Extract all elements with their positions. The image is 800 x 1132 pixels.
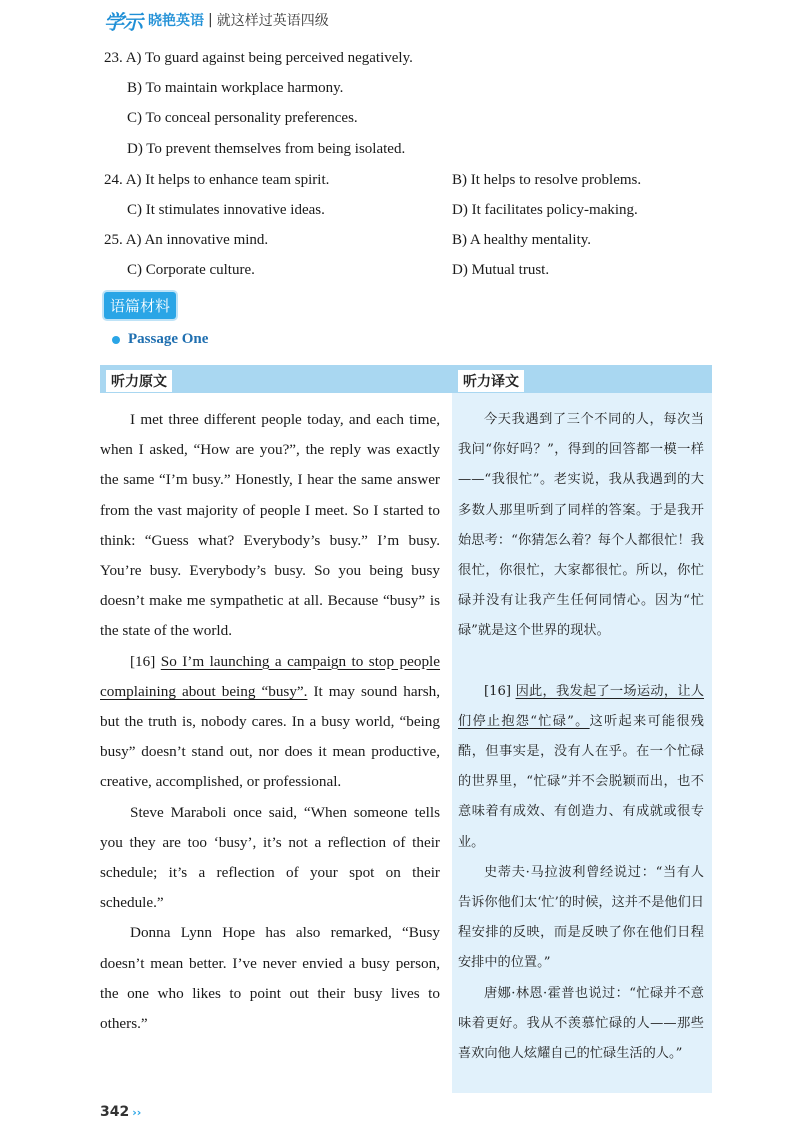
question-25-option-d: D) Mutual trust.	[452, 262, 550, 278]
question-25-option-a	[104, 230, 268, 250]
double-chevron-icon: ››	[132, 1106, 142, 1119]
english-paragraph-1: I met three different people today, and each time, when I asked, “How are you?”, the reply was exactly the same “I’m busy.” Honestly, I hear the same answer from the vast majority of people I meet. So I started to think: “Guess what? Everybody’s busy.” I’m busy. You’re busy. Everybody’s busy. So you being busy doesn’t make me sympathetic at all. Because “busy” is the state of the world.	[100, 411, 440, 640]
question-23-option-c: C) To conceal personality preferences.	[127, 110, 358, 126]
underlined-answer-sentence: So I’m launching a campaign to stop people complaining about being “busy”.	[100, 652, 441, 700]
header-separator: |	[208, 12, 213, 28]
english-paragraph-2	[100, 647, 440, 798]
question-24-option-a	[104, 170, 329, 190]
question-marker: [16]	[130, 652, 156, 670]
paragraph-text: 这听起来可能很残酷，但事实是，没有人在乎。在一个忙碌的世界里，“忙碌”并不会脱颖而出，也不意味着有成效、有创造力、有成就或很专业。	[458, 713, 704, 850]
left-column-header: 听力原文	[106, 370, 172, 392]
question-number: 25.	[104, 232, 123, 248]
question-24-option-d: D) It facilitates policy-making.	[452, 202, 638, 218]
chinese-paragraph-3: 史蒂夫·马拉波利曾经说过：“当有人告诉你他们太‘忙’的时候，这并不是他们日程安排的反映，而是反映了你在他们日程安排中的位置。”	[458, 864, 704, 971]
question-23-option-d: D) To prevent themselves from being isolated.	[127, 141, 406, 157]
book-title: 就这样过英语四级	[216, 13, 329, 29]
paragraph-text: It may sound harsh, but the truth is, nobody cares. In a busy world, “being busy” doesn’t stand out, nor does it mean productive, creative, accomplished, or professional.	[100, 682, 440, 791]
passage-heading	[112, 331, 208, 348]
question-number: 23.	[104, 50, 123, 66]
question-24-option-b: B) It helps to resolve problems.	[452, 172, 642, 188]
publisher-logo: 学示	[104, 9, 142, 34]
section-title-tag: 语篇材料	[104, 292, 176, 319]
question-23-option-b: B) To maintain workplace harmony.	[127, 80, 344, 96]
question-25-option-c: C) Corporate culture.	[127, 262, 255, 278]
page-number: 342	[100, 1104, 130, 1120]
running-header	[104, 6, 329, 34]
english-paragraph-4: Donna Lynn Hope has also remarked, “Busy doesn’t mean better. I’ve never envied a busy person, the one who likes to point out their busy lives to others.”	[100, 924, 440, 1033]
english-transcript	[100, 405, 440, 1039]
option-text: A) It helps to enhance team spirit.	[125, 172, 330, 188]
question-24-option-c: C) It stimulates innovative ideas.	[127, 202, 325, 218]
question-number: 24.	[104, 172, 123, 188]
passage-label: Passage One	[128, 331, 209, 347]
chinese-paragraph-4: 唐娜·林恩·霍普也说过：“忙碌并不意味着更好。我从不羡慕忙碌的人——那些喜欢向他人炫耀自己的忙碌生活的人。”	[458, 985, 704, 1062]
brand-name: 晓艳英语	[148, 13, 204, 29]
bullet-dot-icon	[112, 336, 120, 344]
question-25-option-b: B) A healthy mentality.	[452, 232, 592, 248]
question-marker: [16]	[484, 683, 512, 699]
column-header-bar	[100, 365, 712, 393]
page-footer	[100, 1104, 141, 1120]
question-23-option-a	[104, 48, 413, 68]
right-column-header: 听力译文	[458, 370, 524, 392]
chinese-paragraph-2	[458, 677, 704, 858]
english-paragraph-3: Steve Maraboli once said, “When someone tells you they are too ‘busy’, it’s not a reflection of their schedule; it’s a reflection of your spot on their schedule.”	[100, 803, 440, 912]
option-text: A) To guard against being perceived negatively.	[125, 50, 413, 66]
chinese-translation	[458, 405, 704, 1069]
chinese-paragraph-1: 今天我遇到了三个不同的人，每次当我问“你好吗？”，得到的回答都一模一样——“我很忙”。老实说，我从我遇到的大多数人那里听到了同样的答案。于是我开始思考：“你猜怎么着？每个人都很忙！我很忙，你很忙，大家都很忙。所以，你忙碌并没有让我产生任何同情心。因为“忙碌”就是这个世界的现状。	[458, 412, 704, 639]
underlined-answer-sentence: 因此，我发起了一场运动，让人们停止抱怨“忙碌”。	[458, 683, 704, 729]
option-text: A) An innovative mind.	[125, 232, 269, 248]
